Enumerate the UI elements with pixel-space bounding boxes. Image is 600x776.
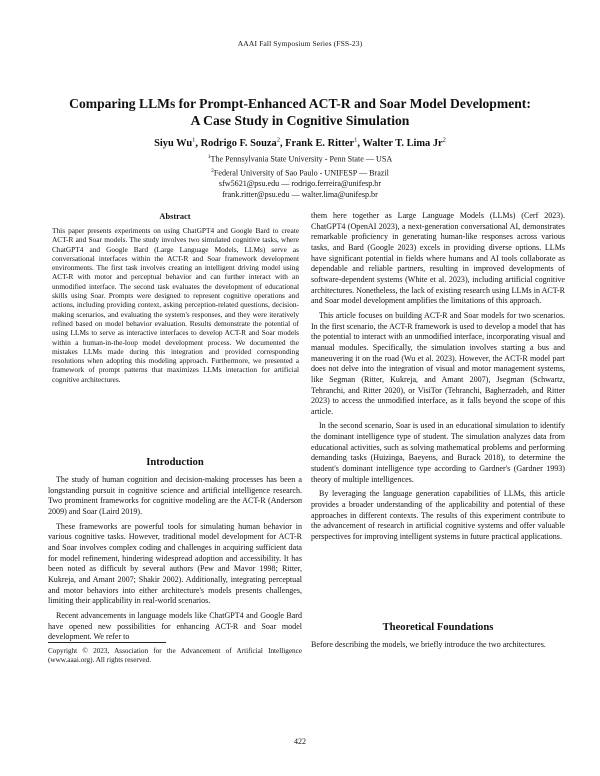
paper-title-line-1: Comparing LLMs for Prompt-Enhanced ACT-R and Soar Model Development: bbox=[69, 96, 531, 111]
paragraph: This article focuses on building ACT-R and Soar models for two scenarios. In the first scenario, the ACT-R framework is used to develop a model that has the potential to interact with an unmodified interface, incorporating visual and manual modules. Specifically, the simulation involves starting a bus and maneuvering it on the road (Wu et al. 2023). However, the ACT-R model part does not delve into the integration of visual and motor management systems, like Segman (Ritter, Kukreja, and Amant 2007), Jsegman (Schwartz, Tehranchi, and Ritter 2020), or VisiTor (Tehranchi, Bagherzadeh, and Ritter 2023) to access the unmodified interface, as it falls beyond the scope of this article. bbox=[311, 310, 565, 416]
author: Walter T. Lima Jr$^2$ bbox=[362, 137, 446, 150]
paragraph: These frameworks are powerful tools for simulating human behavior in various cognitive tasks. However, traditional model development for ACT-R and Soar involves complex coding and challenges in acquiring sufficient data for model refinement, hindering widespread adoption and accessibility. It has been noted as difficult by several authors (Pew and Mavor 1998; Ritter, Kukreja, and Amant 2007; Shakir 2002). Additionally, integrating perceptual and motor behaviors into either architecture's models presents challenges, limiting their applicability in real-world scenarios. bbox=[48, 521, 302, 606]
paragraph: In the second scenario, Soar is used in an educational simulation to identify the dominant intelligence type of student. The simulation analyzes data from educational activities, such as solving mathematical problems and performing demanding tasks (Huizinga, Baeyens, and Burack 2018), to determine the student's dominant intelligence type according to Gardner's (Gardner 1993) theory of multiple intelligences. bbox=[311, 421, 565, 484]
paper-title-line-2: A Case Study in Cognitive Simulation bbox=[190, 113, 410, 128]
theoretical-foundations-body bbox=[311, 640, 565, 655]
right-column-body bbox=[311, 211, 565, 547]
author: Siyu Wu$^1$, bbox=[154, 137, 201, 150]
author-emails: sfw5621@psu.edu — rodrigo.ferreira@unifesp.br bbox=[218, 179, 382, 189]
affiliation: $^1$The Pennsylvania State University - Penn State — USA bbox=[207, 154, 393, 164]
page-number: 422 bbox=[294, 737, 306, 746]
introduction-heading: Introduction bbox=[146, 457, 204, 468]
author: Rodrigo F. Souza$^2$, bbox=[200, 137, 286, 150]
paragraph: By leveraging the language generation capabilities of LLMs, this article provides a broader understanding of the applicability and potential of these approaches in different contexts. The results of this experiment contribute to the advancement of research in artificial cognitive systems and offer valuable perspectives for improving intelligent systems in future practical applications. bbox=[311, 489, 565, 542]
abstract-body: This paper presents experiments on using ChatGPT4 and Google Bard to create ACT-R and Soar models. The study involves two simulated cognitive tasks, where ChatGPT4 and Google Bard (Large Language Models, LLMs) serve as conversational interfaces within the ACT-R and Soar framework development environments. The first task involves creating an intelligent driving model using ACT-R with motor and perceptual behavior and can further interact with an unmodified interface. The second task evaluates the development of educational skills using Soar. Prompts were designed to represent cognitive operations and actions, including providing context, asking perception-related questions, decision-making scenarios, and evaluating the system's responses, and they were iteratively refined based on model behavior evaluation. Results demonstrate the potential of using LLMs to serve as interactive interfaces to develop ACT-R and Soar models within a human-in-the-loop model development process. We documented the mistakes LLMs made during this integration and provided corresponding resolutions when adopting this modeling approach. Furthermore, we presented a framework of prompt patterns that maximizes LLMs interaction for artificial cognitive architectures. bbox=[52, 226, 299, 384]
affiliation: $^2$Federal University of Sao Paulo - UNIFESP — Brazil bbox=[211, 167, 389, 178]
footnote-divider bbox=[48, 642, 166, 643]
symposium-series-header: AAAI Fall Symposium Series (FSS-23) bbox=[237, 39, 363, 48]
author: Frank E. Ritter$^1$, bbox=[285, 137, 363, 150]
theoretical-foundations-heading: Theoretical Foundations bbox=[382, 622, 494, 633]
copyright-footnote: Copyright © 2023, Association for the Advancement of Artificial Intelligence (www.aaai.org). All rights reserved. bbox=[48, 647, 302, 665]
author-emails: frank.ritter@psu.edu — walter.lima@unifesp.br bbox=[222, 190, 378, 200]
introduction-body bbox=[48, 475, 302, 647]
paragraph: Before describing the models, we briefly introduce the two architectures. bbox=[311, 640, 546, 649]
paragraph: The study of human cognition and decision-making processes has been a longstanding pursuit in cognitive science and artificial intelligence research. Two prominent frameworks for cognitive modeling are the ACT-R (Anderson 2009) and Soar (Laird 2019). bbox=[48, 475, 302, 516]
author-list bbox=[40, 137, 560, 149]
paper-title bbox=[40, 95, 560, 129]
affiliations bbox=[40, 152, 560, 201]
paragraph: them here together as Large Language Models (LLMs) (Cerf 2023). ChatGPT4 (OpenAI 2023), a next-generation conversational AI, demonstrates remarkable proficiency in generating human-like responses across various tasks, and Bard (Google 2023) excels in providing diverse options. LLMs have significant potential in fields where humans and AI tools collaborate as dependable and reliable partners, resulting in improved developments of software-dependent systems (White et al. 2023), including artificial cognitive architectures. Nonetheless, the lack of existing research using LLMs in ACT-R and Soar model development amplifies the limitations of this approach. bbox=[311, 211, 565, 306]
abstract-heading: Abstract bbox=[159, 212, 191, 221]
paragraph: Recent advancements in language models like ChatGPT4 and Google Bard have opened new possibilities for enhancing ACT-R and Soar model development. We refer to bbox=[48, 610, 302, 642]
